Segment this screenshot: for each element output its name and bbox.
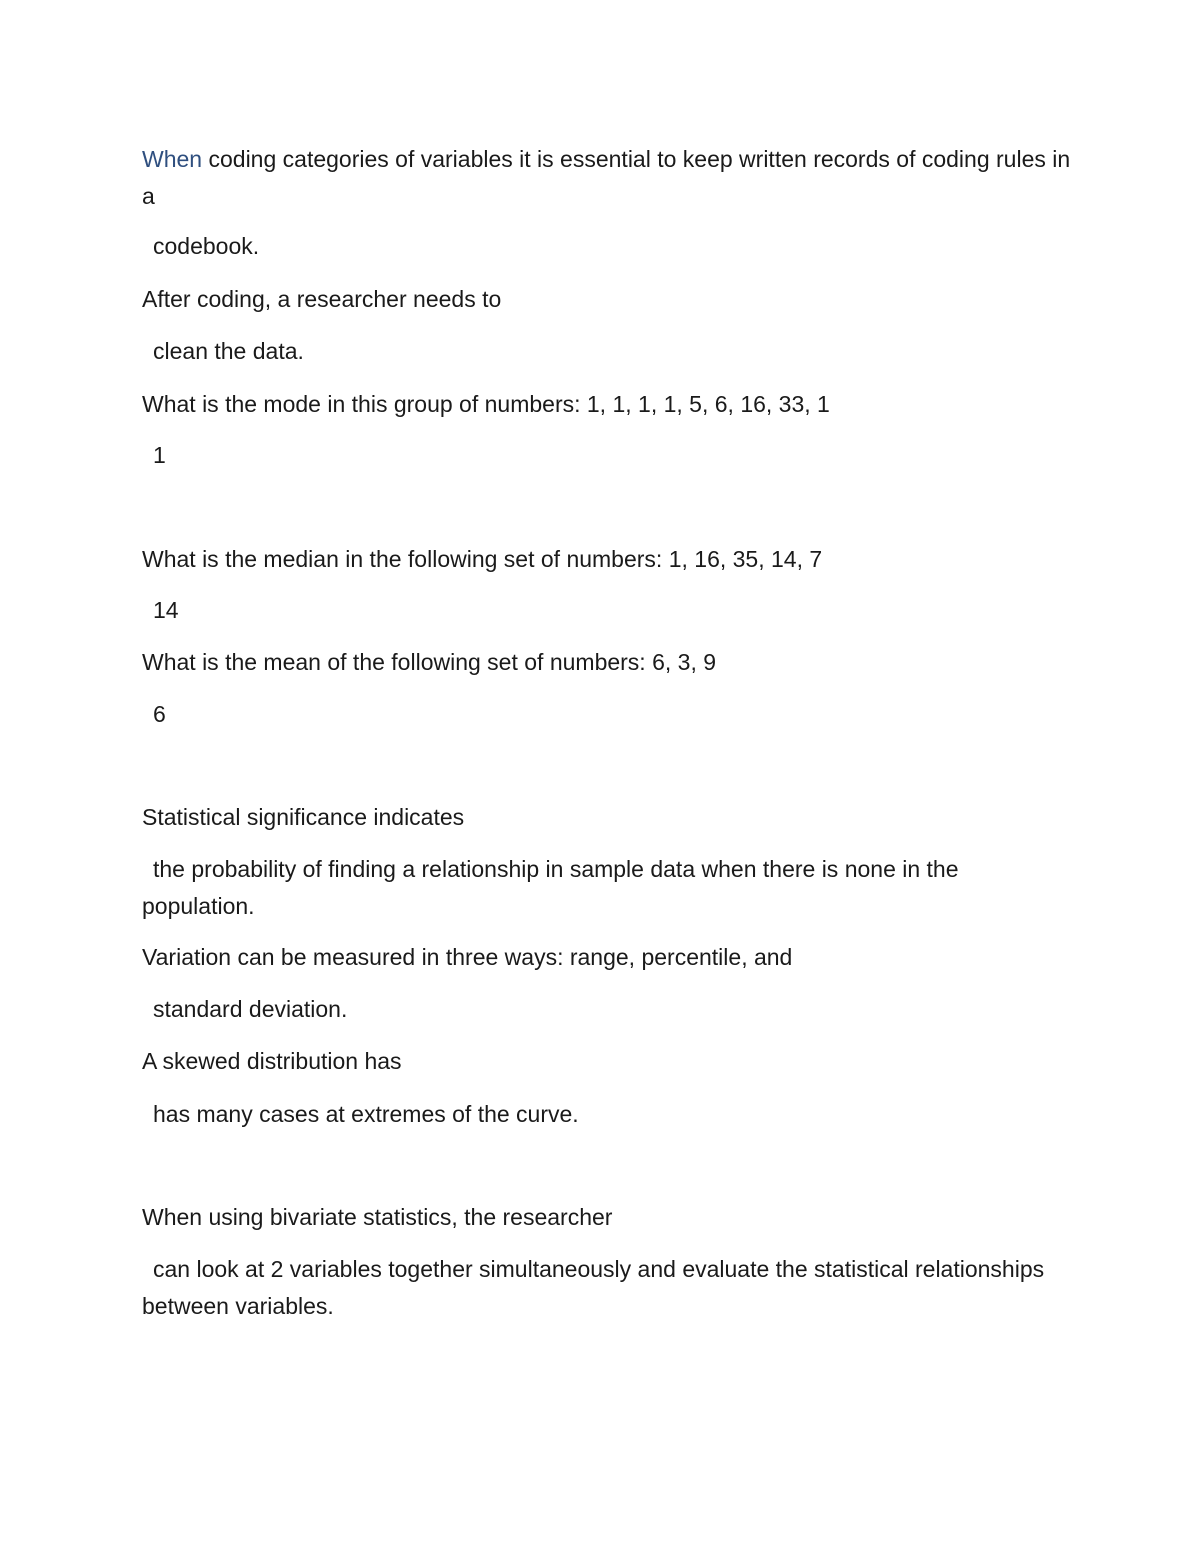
question-1-accent-word: When bbox=[142, 146, 203, 172]
answer-2: clean the data. bbox=[153, 338, 304, 364]
answer-1: codebook. bbox=[153, 233, 260, 259]
question-1-text: coding categories of variables it is essential to keep written records of coding rules in a bbox=[142, 146, 1071, 209]
answer-8: has many cases at extremes of the curve. bbox=[153, 1101, 579, 1127]
question-9: When using bivariate statistics, the researcher bbox=[142, 1204, 613, 1230]
question-7: Variation can be measured in three ways: range, percentile, and bbox=[142, 944, 793, 970]
question-8: A skewed distribution has bbox=[142, 1048, 402, 1074]
answer-3: 1 bbox=[153, 442, 166, 468]
question-4: What is the median in the following set of numbers: 1, 16, 35, 14, 7 bbox=[142, 546, 823, 572]
question-3: What is the mode in this group of numbers: 1, 1, 1, 1, 5, 6, 16, 33, 1 bbox=[142, 391, 830, 417]
question-6: Statistical significance indicates bbox=[142, 804, 465, 830]
answer-9: can look at 2 variables together simultaneously and evaluate the statistical relationships between variables. bbox=[142, 1256, 1045, 1319]
answer-6: the probability of finding a relationship in sample data when there is none in the population. bbox=[142, 856, 959, 919]
answer-4: 14 bbox=[153, 597, 179, 623]
answer-7: standard deviation. bbox=[153, 996, 348, 1022]
question-2: After coding, a researcher needs to bbox=[142, 286, 502, 312]
question-5: What is the mean of the following set of numbers: 6, 3, 9 bbox=[142, 649, 717, 675]
answer-5: 6 bbox=[153, 701, 166, 727]
question-1 bbox=[142, 141, 1072, 215]
